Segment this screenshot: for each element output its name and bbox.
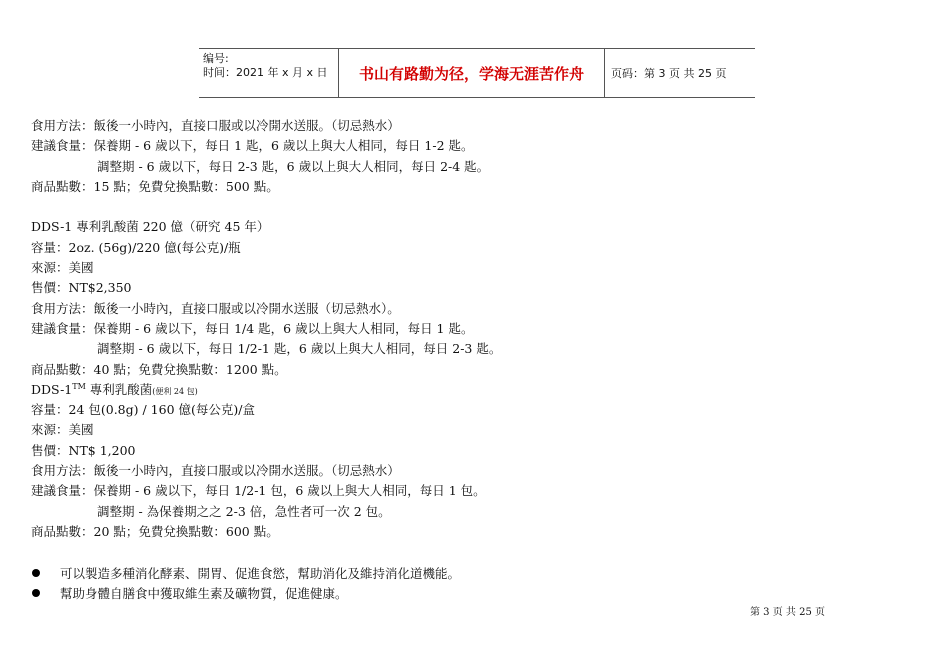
header-meta — [199, 49, 339, 97]
s2-origin: 來源：美國 — [31, 260, 94, 276]
page-footer: 第 3 页 共 25 页 — [750, 607, 825, 618]
bullet-icon — [32, 569, 40, 577]
bullet-item — [31, 563, 911, 583]
s2-dose2: 調整期 - 6 歲以下，每日 1/2-1 匙，6 歲以上與大人相同，每日 2-3 匙。 — [97, 341, 502, 357]
s2-title: DDS-1 專利乳酸菌 220 億（研究 45 年） — [31, 219, 270, 235]
bullet-icon — [32, 589, 40, 597]
s3-origin: 來源：美國 — [31, 422, 94, 438]
s2-points: 商品點數：40 點；免費兌換點數：1200 點。 — [31, 361, 287, 377]
number-label: 编号: — [203, 52, 229, 65]
bullet-item — [31, 583, 911, 603]
page-header — [199, 48, 755, 98]
header-page-info: 页码：第 3 页 共 25 页 — [611, 67, 727, 80]
s3-price: 售價：NT$ 1,200 — [31, 442, 136, 458]
s1-points: 商品點數：15 點；免費兌換點數：500 點。 — [31, 178, 279, 194]
s3-title-main: 專利乳酸菌 — [85, 381, 153, 397]
s3-capacity: 容量：24 包(0.8g) / 160 億(每公克)/盒 — [31, 402, 255, 418]
header-motto: 书山有路勤为径，学海无涯苦作舟 — [339, 49, 605, 97]
s3-title-note: (便利 24 包) — [152, 386, 198, 396]
s2-dose1: 建議食量：保養期 - 6 歲以下，每日 1/4 匙，6 歲以上與大人相同，每日 1 匙。 — [31, 320, 474, 336]
time-label: 时间：2021 年 x 月 x 日 — [203, 66, 328, 79]
s3-title — [31, 380, 911, 400]
spacer — [31, 197, 911, 217]
trademark-mark: TM — [72, 381, 86, 391]
s2-price: 售價：NT$2,350 — [31, 280, 132, 296]
bullet-text: 可以製造多種消化酵素、開胃、促進食慾，幫助消化及維持消化道機能。 — [60, 565, 461, 581]
s2-capacity: 容量：2oz. (56g)/220 億(每公克)/瓶 — [31, 239, 241, 255]
spacer — [31, 542, 911, 562]
s3-dose2: 調整期 - 為保養期之之 2-3 倍，急性者可一次 2 包。 — [97, 503, 391, 519]
s3-title-prefix: DDS-1 — [31, 381, 73, 397]
s2-usage: 食用方法：飯後一小時內，直接口服或以冷開水送服（切忌熱水）。 — [31, 300, 400, 316]
s3-usage: 食用方法：飯後一小時內，直接口服或以冷開水送服。（切忌熱水） — [31, 463, 400, 479]
s1-dose2: 調整期 - 6 歲以下，每日 2-3 匙，6 歲以上與大人相同，每日 2-4 匙。 — [97, 158, 490, 174]
s1-dose1: 建議食量：保養期 - 6 歲以下，每日 1 匙，6 歲以上與大人相同，每日 1-2 匙。 — [31, 138, 474, 154]
bullet-text: 幫助身體自膳食中獲取維生素及礦物質，促進健康。 — [60, 585, 348, 601]
document-body — [31, 116, 911, 603]
s3-dose1: 建議食量：保養期 - 6 歲以下，每日 1/2-1 包，6 歲以上與大人相同，每日 1 包。 — [31, 483, 486, 499]
s3-points: 商品點數：20 點；免費兌換點數：600 點。 — [31, 523, 279, 539]
s1-usage: 食用方法：飯後一小時內，直接口服或以冷開水送服。（切忌熱水） — [31, 118, 400, 133]
